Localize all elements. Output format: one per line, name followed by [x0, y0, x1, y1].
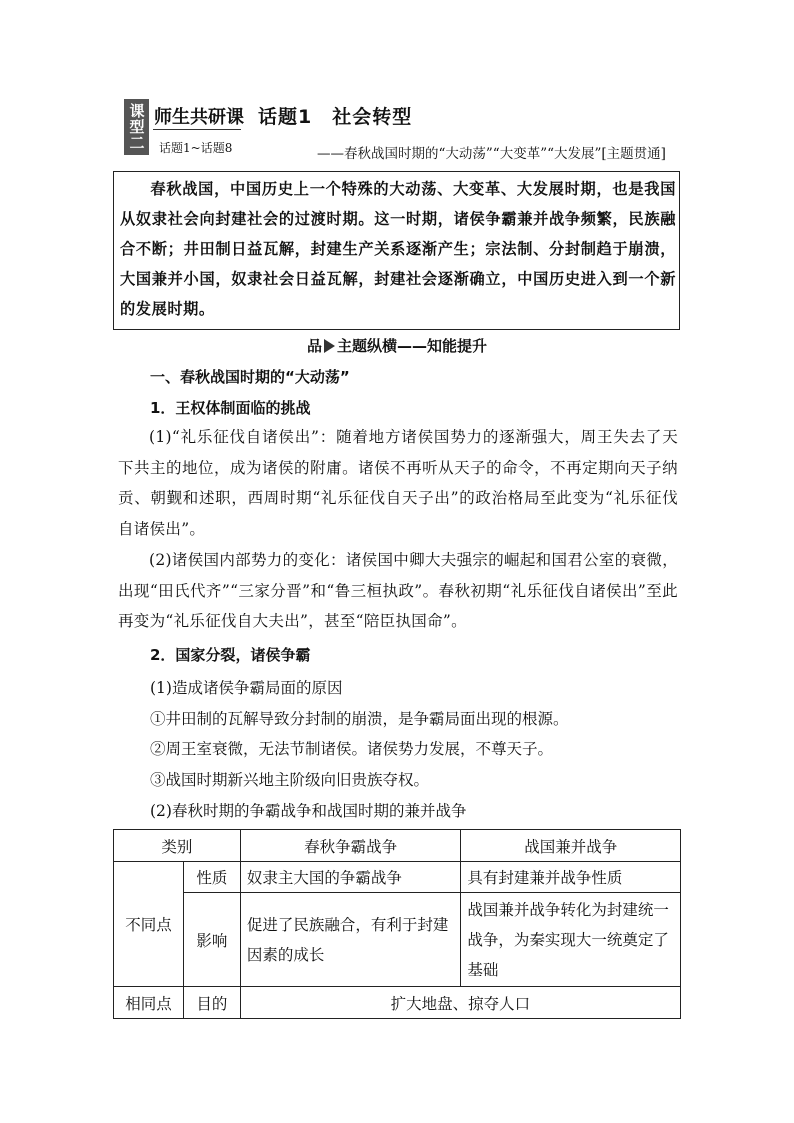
- table-row: [114, 987, 681, 1019]
- section-prefix: 品: [306, 337, 322, 355]
- list-line-4: ③战国时期新兴地主阶级向旧贵族夺权。: [150, 771, 430, 789]
- cell-nature-warring: 具有封建兼并战争性质: [461, 862, 681, 893]
- list-line-3: ②周王室衰微，无法节制诸侯。诸侯势力发展，不尊天子。: [150, 740, 554, 758]
- cell-nature-spring: 奴隶主大国的争霸战争: [240, 862, 461, 893]
- topic-subtitle: ——春秋战国时期的“大动荡”“大变革”“大发展”[主题贯通]: [317, 146, 666, 162]
- subheading-1: 1．王权体制面临的挑战: [150, 399, 311, 417]
- course-underline: [153, 129, 241, 130]
- header-warring-states: 战国兼并战争: [461, 830, 681, 862]
- heading-1: 一、春秋战国时期的“大动荡”: [150, 368, 350, 386]
- table-row: [114, 862, 681, 893]
- table-row: [114, 830, 681, 862]
- section-title: 主题纵横——知能提升: [337, 337, 488, 355]
- intro-text: 春秋战国，中国历史上一个特殊的大动荡、大变革、大发展时期，也是我国从奴隶社会向封建社会的过渡时期。这一时期，诸侯争霸兼并战争频繁，民族融合不断；井田制日益瓦解，封建生产关系逐渐产生；宗法制、分封制趋于崩溃，大国兼并小国，奴隶社会日益瓦解，封建社会逐渐确立，中国历史进入到一个新的发展时期。: [120, 180, 676, 318]
- comparison-table: [113, 829, 681, 1019]
- list-line-1: (1)造成诸侯争霸局面的原因: [150, 679, 343, 697]
- row-label-influence: 影响: [183, 893, 240, 987]
- row-label-differences: 不同点: [114, 862, 184, 987]
- row-label-similarities: 相同点: [114, 987, 184, 1019]
- intro-box: [113, 171, 680, 330]
- subheading-2: 2．国家分裂，诸侯争霸: [150, 646, 311, 664]
- cell-influence-spring: 促进了民族融合，有利于封建因素的成长: [240, 893, 461, 987]
- paragraph-2: (2)诸侯国内部势力的变化：诸侯国中卿大夫强宗的崛起和国君公室的衰微，出现“田氏代齐”“三家分晋”和“鲁三桓执政”。春秋初期“礼乐征伐自诸侯出”至此再变为“礼乐征伐自大夫出”，甚至“陪臣执国命”。: [118, 551, 678, 630]
- topic-title: 话题1 社会转型: [258, 106, 413, 128]
- section-heading: [0, 335, 794, 356]
- header-category: 类别: [114, 830, 241, 862]
- header-spring-autumn: 春秋争霸战争: [240, 830, 461, 862]
- list-line-5: (2)春秋时期的争霸战争和战国时期的兼并战争: [150, 802, 467, 820]
- topic-range: 话题1~话题8: [159, 141, 233, 155]
- row-label-nature: 性质: [183, 862, 240, 893]
- course-label: 师生共研课: [154, 107, 244, 128]
- cell-influence-warring: 战国兼并战争转化为封建统一战争，为秦实现大一统奠定了基础: [461, 893, 681, 987]
- row-label-purpose: 目的: [183, 987, 240, 1019]
- lesson-type-badge: 课型二: [124, 99, 149, 155]
- cell-purpose-both: 扩大地盘、掠夺人口: [240, 987, 680, 1019]
- triangle-right-icon: [324, 339, 335, 353]
- table-row: [114, 893, 681, 987]
- paragraph-1: (1)“礼乐征伐自诸侯出”：随着地方诸侯国势力的逐渐强大，周王失去了天下共主的地位，成为诸侯的附庸。诸侯不再听从天子的命令，不再定期向天子纳贡、朝觐和述职，西周时期“礼乐征伐自天子出”的政治格局至此变为“礼乐征伐自诸侯出”。: [118, 428, 678, 538]
- list-line-2: ①井田制的瓦解导致分封制的崩溃，是争霸局面出现的根源。: [150, 710, 569, 728]
